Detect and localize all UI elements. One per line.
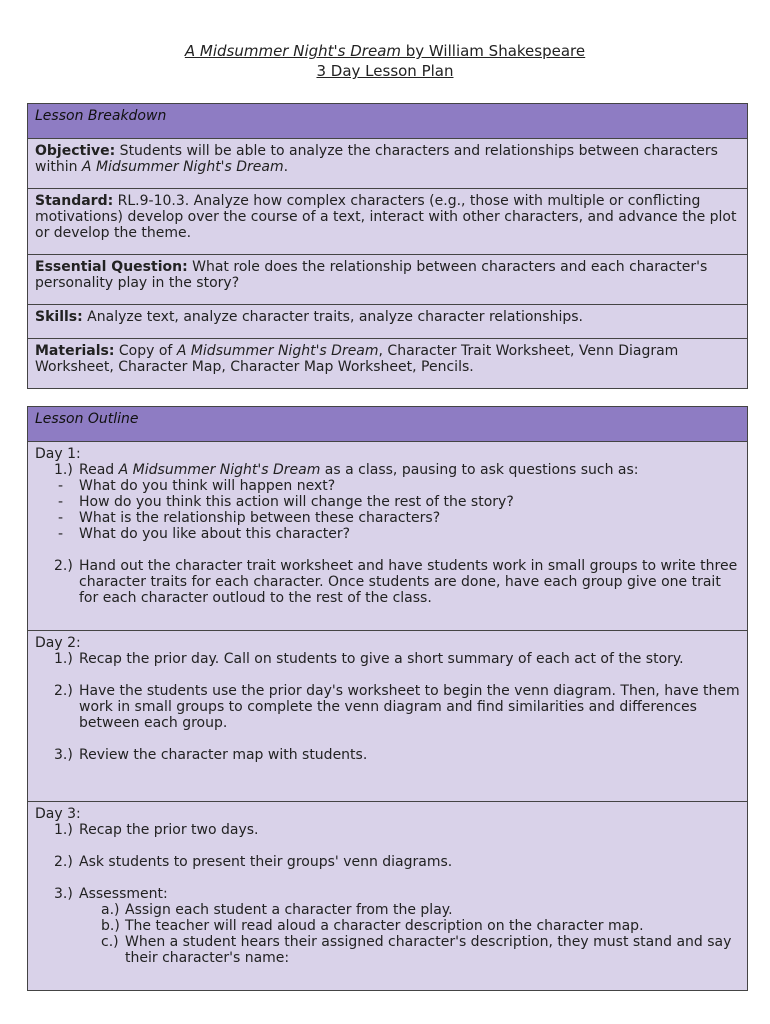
byline: by William Shakespeare (401, 42, 586, 60)
lesson-breakdown-table (27, 103, 748, 389)
question-item: - What do you think will happen next? (58, 478, 336, 494)
question-item: - What is the relationship between these characters? (58, 510, 441, 526)
day-1-label: Day 1: (35, 446, 81, 462)
day-2-cell (28, 631, 748, 802)
subtitle: 3 Day Lesson Plan (316, 62, 454, 80)
day-3-label: Day 3: (35, 806, 81, 822)
essential-question-row: Essential Question: What role does the relationship between characters and each character's personality play in the story? (28, 255, 748, 305)
day-3-cell (28, 802, 748, 991)
lesson-outline-table (27, 406, 748, 991)
outline-header: Lesson Outline (28, 407, 748, 442)
standard-row: Standard: RL.9-10.3. Analyze how complex characters (e.g., those with multiple or conflicting motivations) develop over the course of a text, interact with other characters, and advance the plot or develop the theme. (28, 189, 748, 255)
day-3-step: 1.) Recap the prior two days. (54, 822, 259, 838)
day-1-step-1: 1.) Read A Midsummer Night's Dream as a class, pausing to ask questions such as: (54, 462, 639, 478)
day-2-step: 2.) Have the students use the prior day's worksheet to begin the venn diagram. Then, have them work in small groups to complete the venn diagram and find similarities and differences between each group. (54, 683, 740, 731)
question-item: - What do you like about this character? (58, 526, 351, 542)
document-title (0, 41, 770, 81)
day-3-step: 2.) Ask students to present their groups' venn diagrams. (54, 854, 453, 870)
objective-row: Objective: Students will be able to analyze the characters and relationships between characters within A Midsummer Night's Dream. (28, 139, 748, 189)
day-1-cell (28, 442, 748, 631)
day-2-step: 1.) Recap the prior day. Call on students to give a short summary of each act of the story. (54, 651, 684, 667)
materials-row: Materials: Copy of A Midsummer Night's Dream, Character Trait Worksheet, Venn Diagram Worksheet, Character Map, Character Map Worksheet, Pencils. (28, 339, 748, 389)
day-2-label: Day 2: (35, 635, 81, 651)
assessment-substep: b.) The teacher will read aloud a character description on the character map. (101, 918, 644, 934)
breakdown-header: Lesson Breakdown (28, 104, 748, 139)
assessment-substep: c.) When a student hears their assigned character's description, they must stand and say their character's name: (101, 934, 732, 966)
skills-row: Skills: Analyze text, analyze character traits, analyze character relationships. (28, 305, 748, 339)
day-2-step: 3.) Review the character map with students. (54, 747, 368, 763)
question-item: - How do you think this action will change the rest of the story? (58, 494, 514, 510)
day-3-step: 3.) Assessment: (54, 886, 168, 902)
work-title: A Midsummer Night's Dream (184, 42, 401, 60)
assessment-substep: a.) Assign each student a character from the play. (101, 902, 453, 918)
day-1-step-2: 2.) Hand out the character trait worksheet and have students work in small groups to write three character traits for each character. Once students are done, have each group give one trait for each character outloud to the rest of the class. (54, 558, 738, 606)
